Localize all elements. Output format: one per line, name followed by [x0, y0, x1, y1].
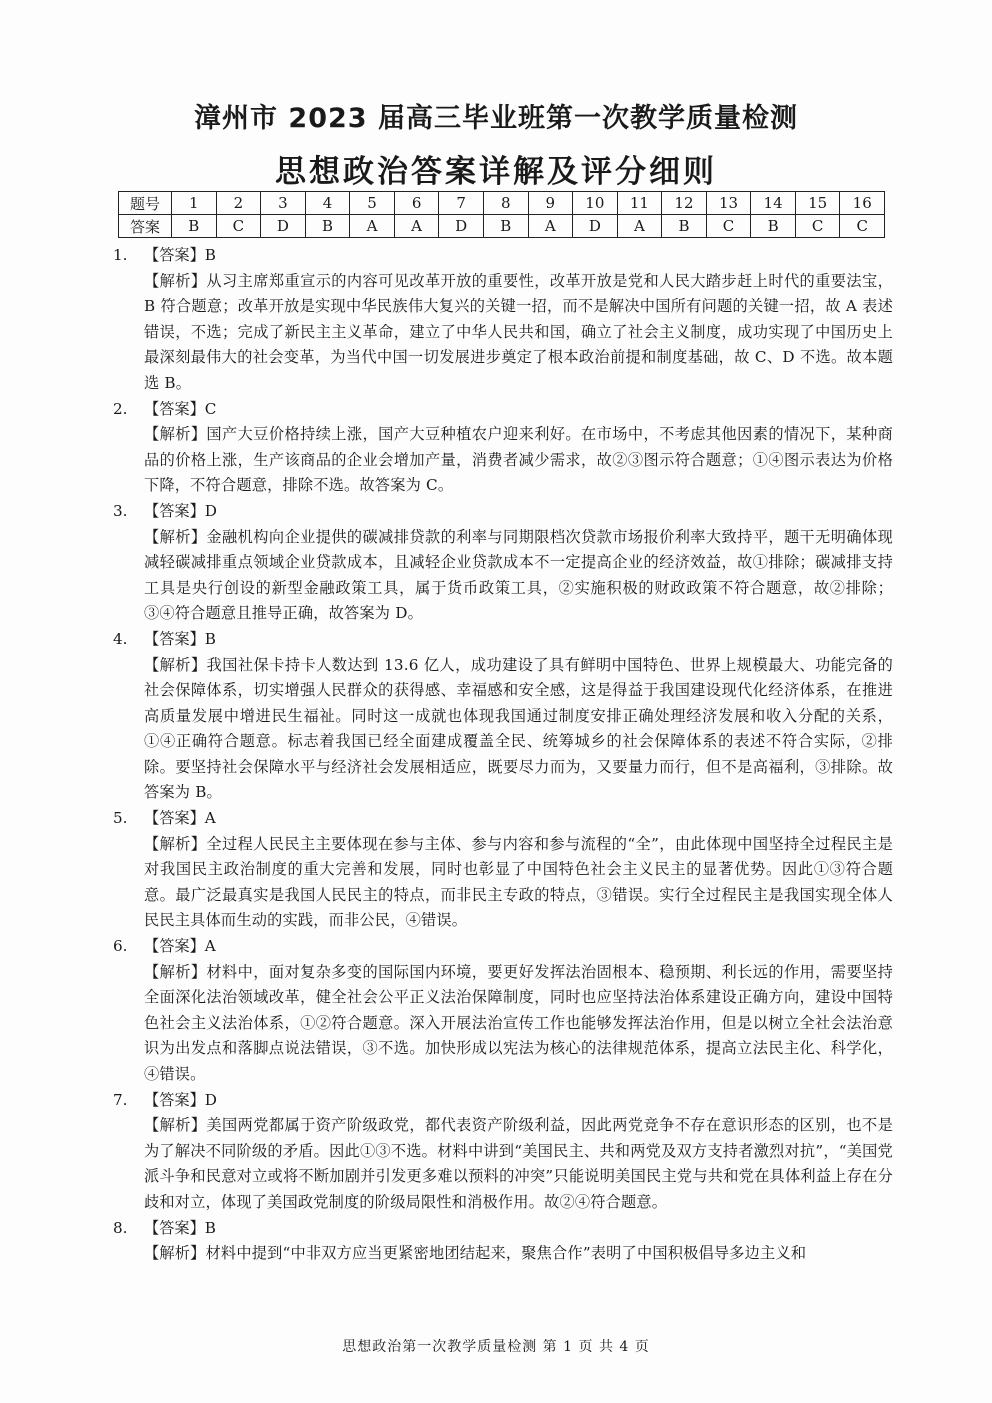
question-number-cell: 4 [305, 192, 350, 215]
answer-cell: A [394, 215, 439, 238]
answer-label: 【答案】C [144, 399, 217, 418]
question-number-cell: 5 [350, 192, 395, 215]
answer-cell: B [172, 215, 217, 238]
analysis-text: 【解析】材料中，面对复杂多变的国际国内环境，要更好发挥法治固根本、稳预期、利长远的作用，需要坚持全面深化法治领域改革，健全社会公平正义法治保障制度，同时也应坚持法治体系建设正确方向，建设中国特色社会主义法治体系，①②符合题意。深入开展法治宣传工作也能够发挥法治作用，但是以树立全社会法治意识为出发点和落脚点说法错误，③不选。加快形成以宪法为核心的法律规范体系，提高立法民主化、科学化，④错误。 [144, 962, 893, 1083]
question-block-5 [113, 806, 893, 934]
row-label-answer: 答案 [119, 215, 172, 238]
question-number-cell: 2 [216, 192, 261, 215]
explanations [113, 243, 893, 1267]
answer-cell: B [751, 215, 796, 238]
question-number-cell: 9 [528, 192, 573, 215]
answer-cell: D [573, 215, 618, 238]
answer-cell: B [483, 215, 528, 238]
question-number-cell: 6 [394, 192, 439, 215]
question-number-cell: 16 [840, 192, 885, 215]
question-block-1 [113, 243, 893, 397]
question-block-7 [113, 1088, 893, 1216]
question-number-cell: 11 [617, 192, 662, 215]
question-block-3 [113, 499, 893, 627]
question-number-cell: 8 [483, 192, 528, 215]
answer-label: 【答案】A [144, 937, 216, 956]
answer-cell: C [795, 215, 840, 238]
question-number: 1. [113, 246, 128, 264]
answer-cell: D [439, 215, 484, 238]
analysis-text: 【解析】我国社保卡持卡人数达到 13.6 亿人，成功建设了具有鲜明中国特色、世界上规模最大、功能完备的社会保障体系，切实增强人民群众的获得感、幸福感和安全感，这是得益于我国建设现代化经济体系，在推进高质量发展中增进民生福祉。同时这一成就也体现我国通过制度安排正确处理经济发展和收入分配的关系，①④正确符合题意。标志着我国已经全面建成覆盖全民、统筹城乡的社会保障体系的表述不符合实际，②排除。要坚持社会保障水平与经济社会发展相适应，既要尽力而为，又要量力而行，但不是高福利，③排除。故答案为 B。 [144, 655, 893, 802]
question-number: 4. [113, 629, 128, 648]
question-number: 8. [113, 1218, 128, 1237]
answer-label: 【答案】D [144, 501, 217, 520]
page-footer: 思想政治第一次教学质量检测 第 1 页 共 4 页 [342, 1339, 650, 1355]
document-subtitle: 思想政治答案详解及评分细则 [275, 154, 717, 190]
answer-label: 【答案】B [144, 246, 216, 264]
answer-table [118, 191, 885, 238]
question-number-cell: 15 [795, 192, 840, 215]
question-number-cell: 1 [172, 192, 217, 215]
question-number: 7. [113, 1090, 128, 1109]
answer-cell: B [662, 215, 707, 238]
answer-cell: C [706, 215, 751, 238]
question-number: 3. [113, 501, 128, 520]
answer-cell: B [305, 215, 350, 238]
answer-label: 【答案】D [144, 1090, 217, 1109]
question-block-2 [113, 397, 893, 499]
analysis-text: 【解析】国产大豆价格持续上涨，国产大豆种植农户迎来利好。在市场中，不考虑其他因素的情况下，某种商品的价格上涨，生产该商品的企业会增加产量，消费者减少需求，故②③图示符合题意；①④图示表达为价格下降，不符合题意，排除不选。故答案为 C。 [144, 425, 893, 495]
analysis-text: 【解析】全过程人民民主主要体现在参与主体、参与内容和参与流程的“全”，由此体现中国坚持全过程民主是对我国民主政治制度的重大完善和发展，同时也彰显了中国特色社会主义民主的显著优势。因此①③符合题意。最广泛最真实是我国人民民主的特点，而非民主专政的特点，③错误。实行全过程民主是我国实现全体人民民主具体而生动的实践，而非公民，④错误。 [144, 834, 893, 930]
question-block-6 [113, 934, 893, 1088]
question-number: 2. [113, 399, 128, 418]
answer-cell: A [528, 215, 573, 238]
answer-cell: C [840, 215, 885, 238]
question-number-cell: 14 [751, 192, 796, 215]
question-number-cell: 3 [261, 192, 306, 215]
question-number-cell: 12 [662, 192, 707, 215]
question-block-8 [113, 1216, 893, 1267]
question-number-cell: 7 [439, 192, 484, 215]
question-block-4 [113, 627, 893, 806]
question-number-cell: 13 [706, 192, 751, 215]
answer-table-number-row [119, 192, 885, 215]
answer-label: 【答案】B [144, 629, 216, 648]
answer-label: 【答案】A [144, 809, 216, 828]
row-label-number: 题号 [119, 192, 172, 215]
answer-cell: D [261, 215, 306, 238]
answer-label: 【答案】B [144, 1218, 216, 1237]
analysis-text: 【解析】从习主席郑重宣示的内容可见改革开放的重要性，改革开放是党和人民大踏步赶上时代的重要法宝，B 符合题意；改革开放是实现中华民族伟大复兴的关键一招，而不是解决中国所有问题的关键一招，故 A 表述错误，不选；完成了新民主主义革命，建立了中华人民共和国，确立了社会主义制度，成功实现了中国历史上最深刻最伟大的社会变革，为当代中国一切发展进步奠定了根本政治前提和制度基础，故 C、D 不选。故本题选 B。 [144, 271, 893, 392]
answer-cell: A [617, 215, 662, 238]
analysis-text: 【解析】美国两党都属于资产阶级政党，都代表资产阶级利益，因此两党竞争不存在意识形态的区别，也不是为了解决不同阶级的矛盾。因此①③不选。材料中讲到“美国民主、共和两党及双方支持者激烈对抗”，“美国党派斗争和民意对立或将不断加剧并引发更多难以预料的冲突”只能说明美国民主党与共和党在具体利益上存在分歧和对立，体现了美国政党制度的阶级局限性和消极作用。故②④符合题意。 [144, 1116, 893, 1211]
answer-table-answer-row [119, 215, 885, 238]
document-title: 漳州市 2023 届高三毕业班第一次教学质量检测 [194, 103, 798, 134]
answer-cell: A [350, 215, 395, 238]
question-number-cell: 10 [573, 192, 618, 215]
analysis-text: 【解析】金融机构向企业提供的碳减排贷款的利率与同期限档次贷款市场报价利率大致持平，题干无明确体现减轻碳减排重点领域企业贷款成本，且减轻企业贷款成本不一定提高企业的经济效益，故①排除；碳减排支持工具是央行创设的新型金融政策工具，属于货币政策工具，②实施积极的财政政策不符合题意，故②排除；③④符合题意且推导正确，故答案为 D。 [144, 527, 893, 623]
answer-cell: C [216, 215, 261, 238]
analysis-text: 【解析】材料中提到“中非双方应当更紧密地团结起来，聚焦合作”表明了中国积极倡导多边主义和 [144, 1244, 807, 1263]
question-number: 6. [113, 937, 128, 956]
question-number: 5. [113, 809, 128, 828]
